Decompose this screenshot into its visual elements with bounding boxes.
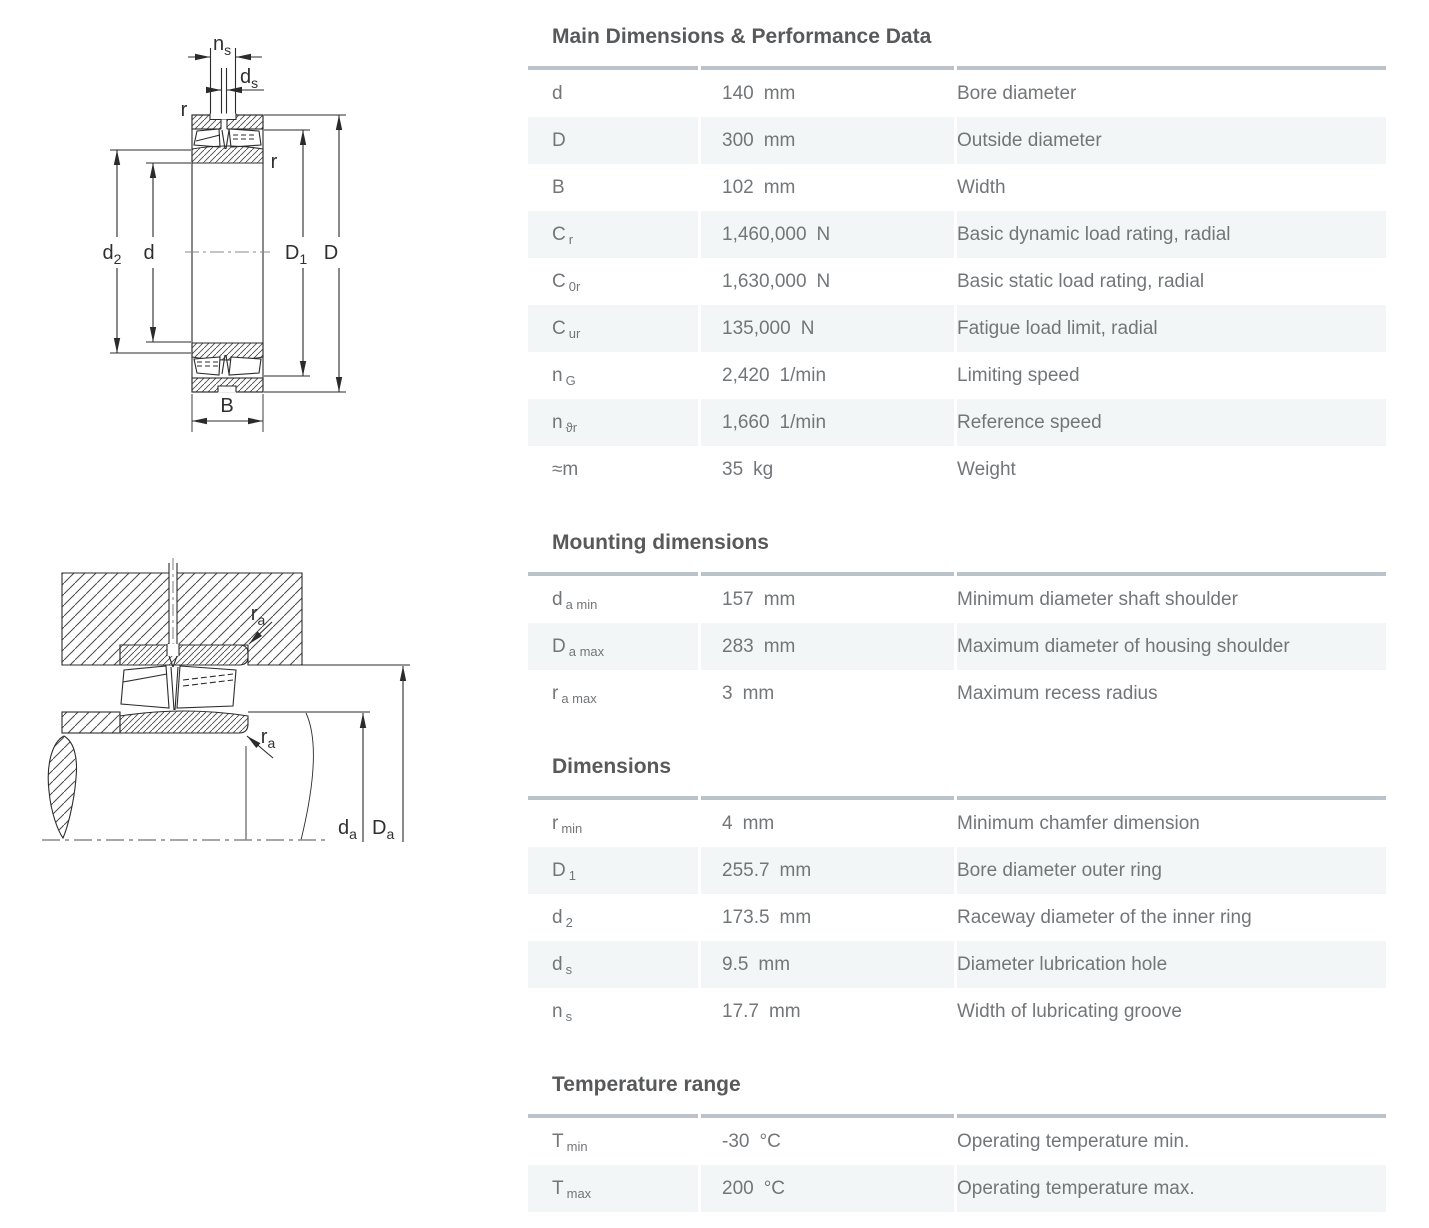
symbol-subscript: a max	[568, 644, 605, 659]
value-unit: mm	[758, 953, 791, 975]
row-value	[701, 623, 954, 670]
value-text: 102	[722, 176, 754, 198]
value-unit: 1/min	[779, 411, 827, 433]
row-symbol	[528, 1118, 698, 1165]
row-value	[701, 988, 954, 1035]
dim-label-ns: $n_s$	[212, 33, 232, 58]
symbol-text: C	[552, 270, 566, 292]
inner-ring-top-section	[192, 146, 263, 163]
row-value	[701, 1165, 954, 1212]
row-description: Limiting speed	[957, 352, 1386, 399]
value-text: 17.7	[722, 1000, 759, 1022]
symbol-subscript: s	[565, 962, 573, 977]
shaft-fillet-curve	[301, 713, 313, 840]
row-description: Minimum diameter shaft shoulder	[957, 576, 1386, 623]
row-symbol	[528, 623, 698, 670]
row-description: Raceway diameter of the inner ring	[957, 894, 1386, 941]
dim-label-r-outer: r	[180, 99, 188, 121]
table-row	[528, 399, 1386, 446]
bearing-mounting-drawing	[20, 550, 460, 880]
value-unit: mm	[742, 812, 775, 834]
table-row	[528, 211, 1386, 258]
table-row	[528, 988, 1386, 1035]
symbol-subscript: ϑr	[565, 420, 578, 435]
symbol-text: D	[552, 635, 566, 657]
value-unit: mm	[779, 906, 812, 928]
row-description: Basic dynamic load rating, radial	[957, 211, 1386, 258]
value-unit: mm	[763, 82, 796, 104]
symbol-subscript: 0r	[568, 279, 581, 294]
table-row	[528, 576, 1386, 623]
dim-label-ra-housing: $r_a$	[250, 603, 266, 628]
value-unit: kg	[753, 458, 774, 480]
table-row	[528, 894, 1386, 941]
row-symbol	[528, 847, 698, 894]
table-row	[528, 258, 1386, 305]
value-text: 157	[722, 588, 754, 610]
row-symbol	[528, 211, 698, 258]
row-description: Outside diameter	[957, 117, 1386, 164]
value-unit: mm	[763, 176, 796, 198]
row-value	[701, 70, 954, 117]
value-text: 173.5	[722, 906, 770, 928]
table-row	[528, 1118, 1386, 1165]
row-description: Bore diameter	[957, 70, 1386, 117]
bearing-body	[192, 114, 263, 393]
value-text: 140	[722, 82, 754, 104]
symbol-text: r	[552, 812, 559, 834]
lubrication-hole	[169, 558, 177, 650]
symbol-subscript: s	[565, 1009, 573, 1024]
symbol-subscript: 2	[565, 915, 573, 930]
row-description: Operating temperature min.	[957, 1118, 1386, 1165]
dim-label-r-inner: r	[270, 151, 278, 173]
table-row	[528, 800, 1386, 847]
value-text: 300	[722, 129, 754, 151]
shaft-break-section	[48, 736, 76, 838]
symbol-text: B	[552, 176, 565, 198]
table-row	[528, 847, 1386, 894]
row-description: Width of lubricating groove	[957, 988, 1386, 1035]
symbol-subscript: min	[566, 1139, 588, 1154]
row-symbol	[528, 258, 698, 305]
symbol-subscript: ur	[568, 326, 581, 341]
value-text: 200	[722, 1177, 754, 1199]
value-text: 255.7	[722, 859, 770, 881]
value-unit: mm	[768, 1000, 801, 1022]
row-value	[701, 800, 954, 847]
dim-label-d: d	[143, 242, 155, 264]
table-row	[528, 164, 1386, 211]
symbol-subscript: max	[566, 1186, 592, 1201]
dim-label-d2: $d_2$	[102, 242, 122, 267]
symbol-text: d	[552, 588, 563, 610]
symbol-text: T	[552, 1130, 564, 1152]
symbol-text: n	[552, 1000, 563, 1022]
row-symbol	[528, 399, 698, 446]
specification-panel	[528, 0, 1386, 1212]
symbol-text: ≈m	[552, 458, 579, 480]
row-symbol	[528, 70, 698, 117]
row-symbol	[528, 894, 698, 941]
value-unit: °C	[759, 1130, 781, 1152]
section-title: Temperature range	[552, 1073, 741, 1096]
row-symbol	[528, 1165, 698, 1212]
row-description: Basic static load rating, radial	[957, 258, 1386, 305]
row-value	[701, 211, 954, 258]
row-description: Maximum diameter of housing shoulder	[957, 623, 1386, 670]
row-description: Operating temperature max.	[957, 1165, 1386, 1212]
row-symbol	[528, 941, 698, 988]
value-unit: N	[800, 317, 815, 339]
section-title: Mounting dimensions	[552, 531, 769, 554]
table-row	[528, 623, 1386, 670]
value-text: 2,420	[722, 364, 770, 386]
section-2	[528, 493, 1386, 717]
bearing-cross-section-drawing	[0, 0, 480, 460]
symbol-subscript: 1	[568, 868, 576, 883]
symbol-subscript: a max	[561, 691, 597, 706]
row-value	[701, 164, 954, 211]
value-text: 135,000	[722, 317, 791, 339]
section-title: Dimensions	[552, 755, 672, 778]
symbol-text: d	[552, 953, 563, 975]
row-value	[701, 352, 954, 399]
symbol-text: d	[552, 82, 563, 104]
dim-label-D: D	[323, 242, 339, 264]
row-symbol	[528, 352, 698, 399]
row-symbol	[528, 670, 698, 717]
symbol-subscript: min	[561, 821, 583, 836]
symbol-subscript: a min	[565, 597, 598, 612]
value-unit: N	[816, 270, 831, 292]
row-description: Width	[957, 164, 1386, 211]
value-text: 35	[722, 458, 744, 480]
value-text: 1,630,000	[722, 270, 807, 292]
symbol-text: D	[552, 129, 566, 151]
row-description: Diameter lubrication hole	[957, 941, 1386, 988]
row-description: Minimum chamfer dimension	[957, 800, 1386, 847]
value-text: 9.5	[722, 953, 749, 975]
dim-label-B: B	[220, 395, 234, 417]
row-value	[701, 305, 954, 352]
value-text: 1,660	[722, 411, 770, 433]
row-value	[701, 894, 954, 941]
table-row	[528, 941, 1386, 988]
row-value	[701, 576, 954, 623]
row-description: Maximum recess radius	[957, 670, 1386, 717]
table-row	[528, 446, 1386, 493]
row-value	[701, 1118, 954, 1165]
row-description: Weight	[957, 446, 1386, 493]
value-unit: mm	[763, 635, 796, 657]
value-unit: 1/min	[779, 364, 827, 386]
value-unit: mm	[742, 682, 775, 704]
value-unit: mm	[763, 588, 796, 610]
section-4	[528, 1035, 1386, 1212]
inner-ring-bottom-section	[192, 343, 263, 360]
table-row	[528, 1165, 1386, 1212]
outer-ring-section	[120, 645, 248, 665]
symbol-text: C	[552, 317, 566, 339]
dim-label-Da: $D_a$	[372, 817, 395, 842]
value-unit: mm	[763, 129, 796, 151]
symbol-text: r	[552, 682, 559, 704]
value-unit: N	[816, 223, 831, 245]
row-description: Reference speed	[957, 399, 1386, 446]
row-symbol	[528, 305, 698, 352]
value-unit: °C	[763, 1177, 786, 1199]
row-symbol	[528, 576, 698, 623]
value-text: 283	[722, 635, 754, 657]
row-value	[701, 399, 954, 446]
table-row	[528, 670, 1386, 717]
row-symbol	[528, 800, 698, 847]
row-symbol	[528, 988, 698, 1035]
symbol-text: D	[552, 859, 566, 881]
symbol-text: n	[552, 364, 563, 386]
symbol-text: n	[552, 411, 563, 433]
symbol-subscript: G	[565, 373, 576, 388]
dim-label-ds: $d_s$	[239, 66, 259, 91]
section-title: Main Dimensions & Performance Data	[552, 25, 932, 48]
row-value	[701, 941, 954, 988]
table-row	[528, 117, 1386, 164]
dim-label-D1: $D_1$	[284, 242, 308, 267]
table-row	[528, 352, 1386, 399]
table-row	[528, 70, 1386, 117]
value-text: 4	[722, 812, 733, 834]
symbol-text: d	[552, 906, 563, 928]
row-symbol	[528, 117, 698, 164]
row-symbol	[528, 164, 698, 211]
symbol-text: C	[552, 223, 566, 245]
row-description: Bore diameter outer ring	[957, 847, 1386, 894]
row-value	[701, 670, 954, 717]
shaft-shoulder-section	[62, 712, 120, 733]
row-value	[701, 258, 954, 305]
dim-label-ra-shaft: $r_a$	[260, 726, 276, 751]
section-1	[528, 0, 1386, 493]
value-unit: mm	[779, 859, 812, 881]
value-text: -30	[722, 1130, 750, 1152]
row-description: Fatigue load limit, radial	[957, 305, 1386, 352]
section-3	[528, 717, 1386, 1035]
table-row	[528, 305, 1386, 352]
row-value	[701, 117, 954, 164]
value-text: 1,460,000	[722, 223, 807, 245]
row-symbol	[528, 446, 698, 493]
roller-row	[121, 666, 236, 710]
inner-ring-section	[120, 711, 248, 733]
row-value	[701, 446, 954, 493]
value-text: 3	[722, 682, 733, 704]
row-value	[701, 847, 954, 894]
symbol-subscript: r	[568, 232, 574, 247]
symbol-text: T	[552, 1177, 564, 1199]
dim-label-da: $d_a$	[338, 817, 357, 842]
